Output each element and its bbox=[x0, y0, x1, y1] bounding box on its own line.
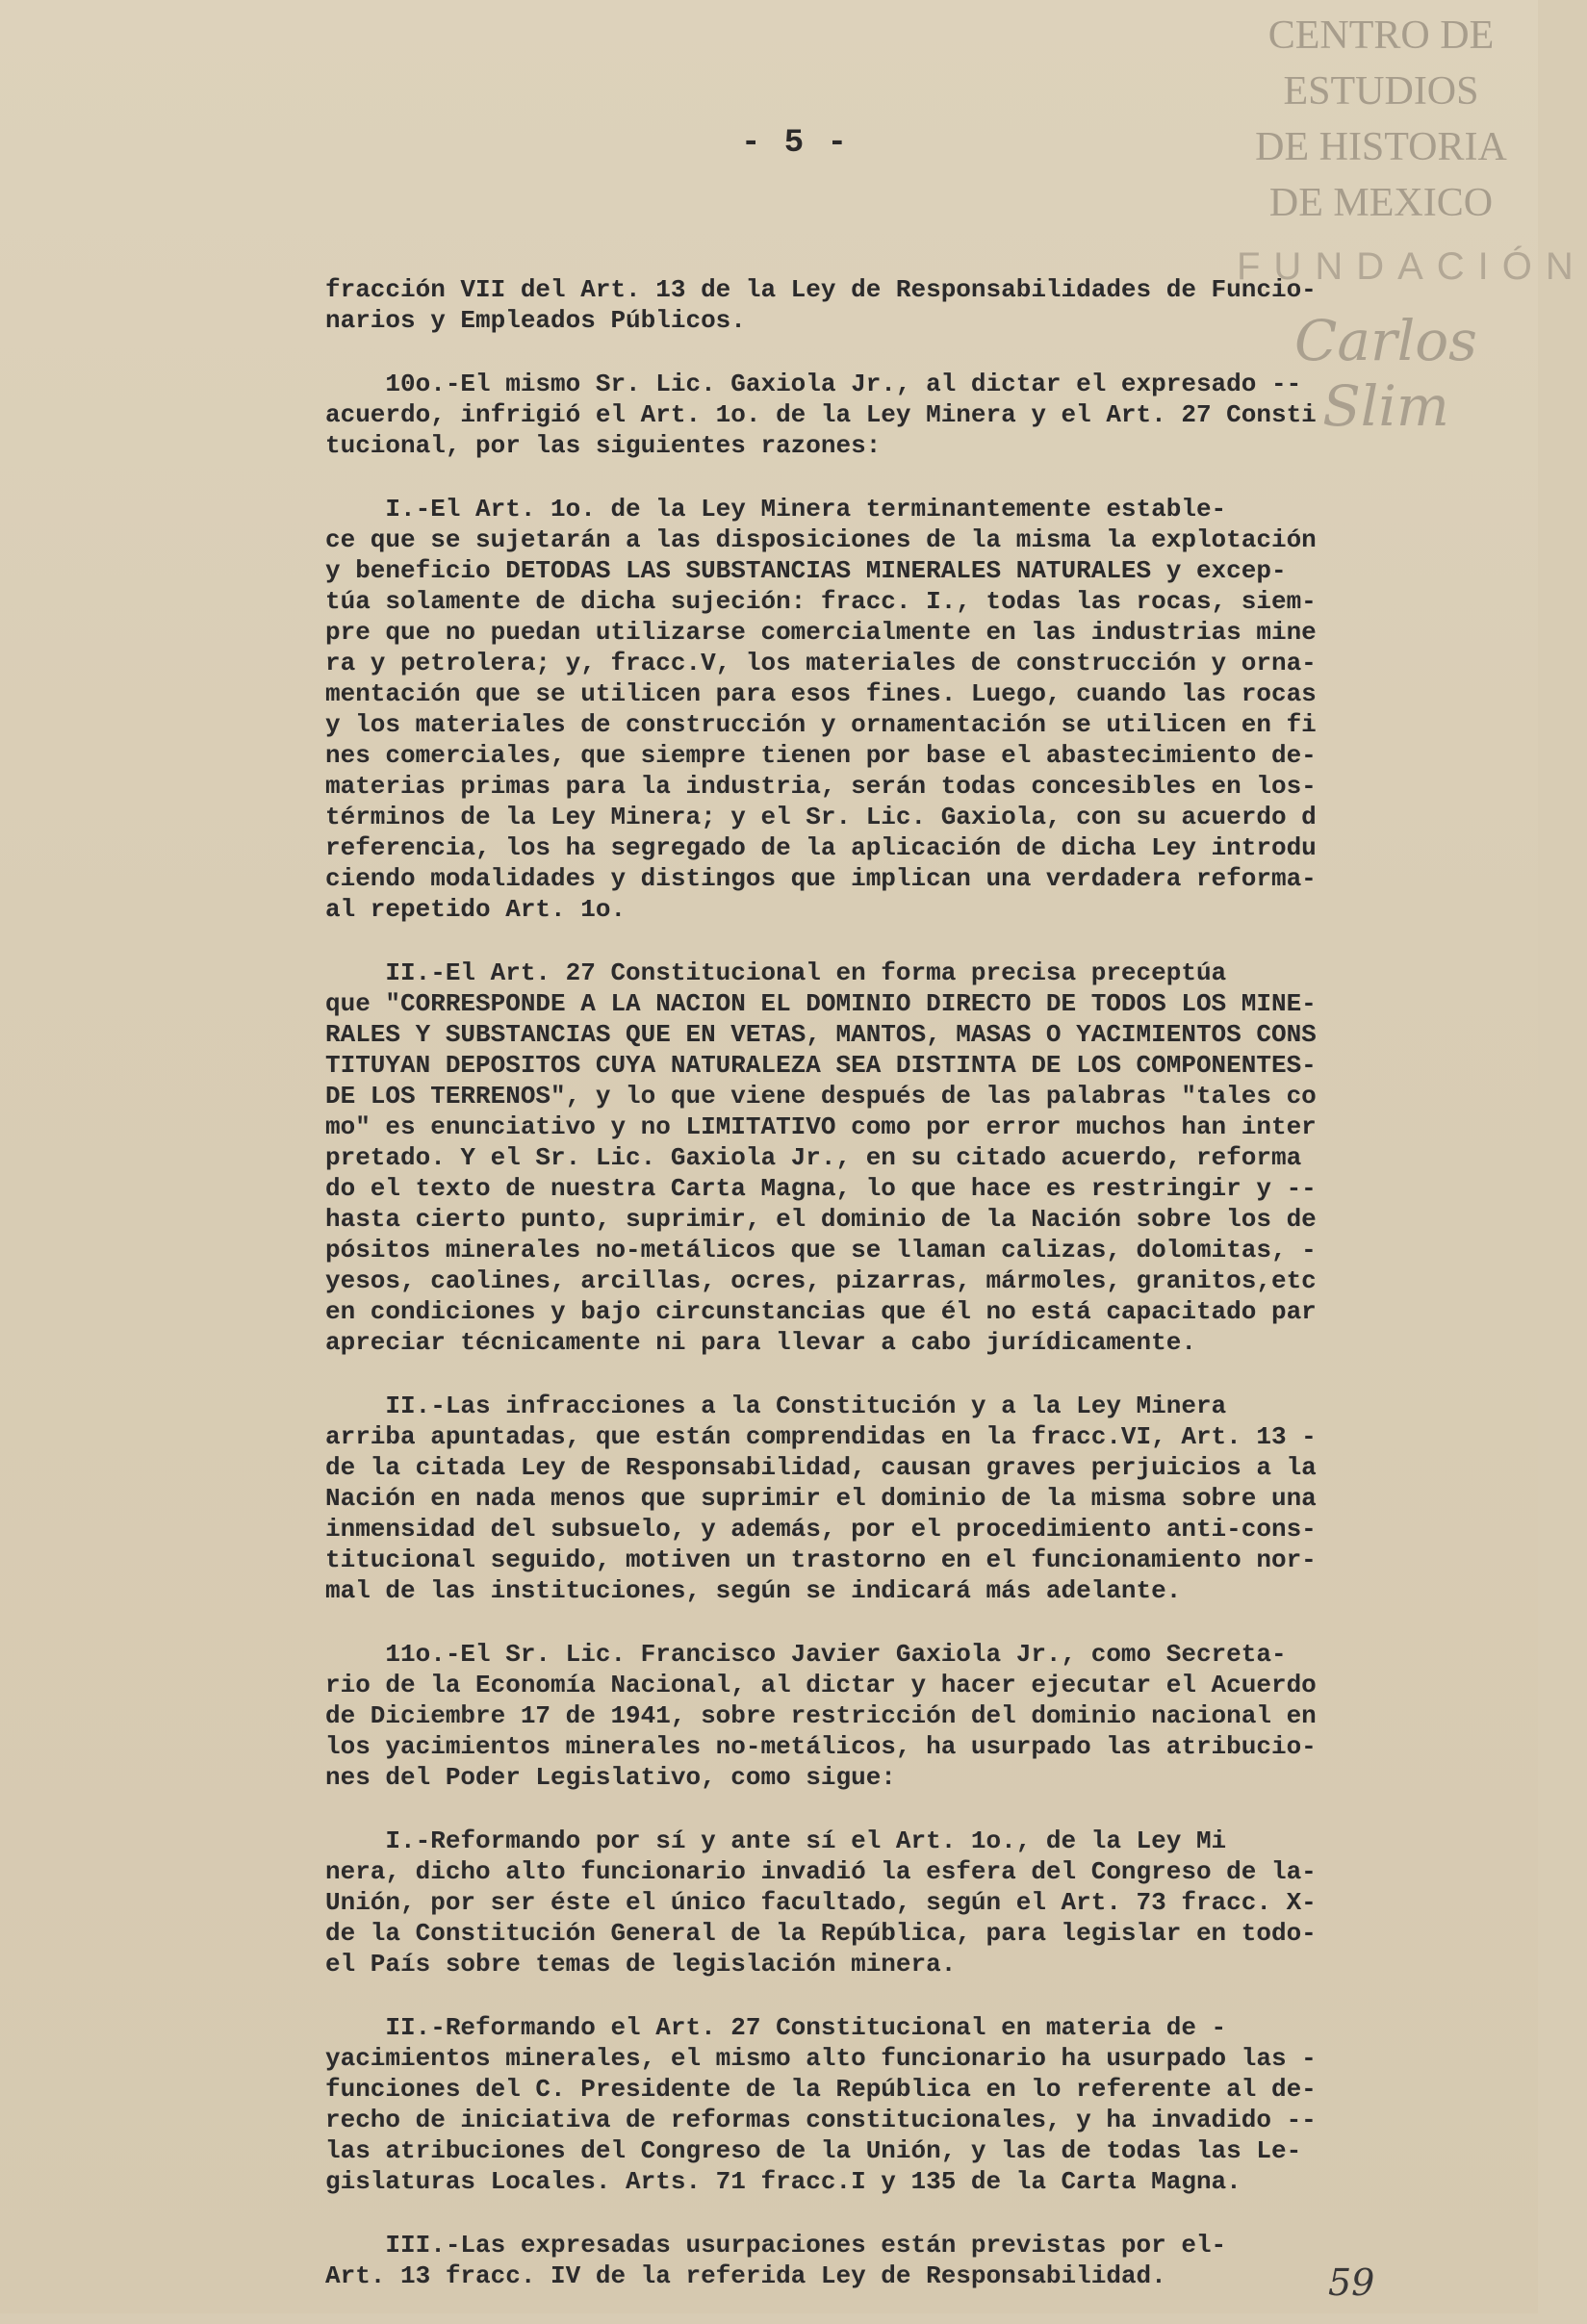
text-line: que "CORRESPONDE A LA NACION EL DOMINIO DIRECTO DE TODOS LOS MINE- bbox=[325, 989, 1317, 1018]
document-body bbox=[325, 274, 1540, 2324]
text-line: y beneficio DETODAS LAS SUBSTANCIAS MINERALES NATURALES y excep- bbox=[325, 556, 1287, 585]
paragraph bbox=[325, 1826, 1540, 1979]
watermark-line: ESTUDIOS bbox=[1283, 69, 1479, 114]
text-line: I.-Reformando por sí y ante sí el Art. 1o., de la Ley Mi bbox=[325, 1826, 1227, 1855]
text-line: mo" es enunciativo y no LIMITATIVO como por error muchos han inter bbox=[325, 1112, 1317, 1141]
text-line: de Diciembre 17 de 1941, sobre restricción del dominio nacional en bbox=[325, 1701, 1317, 1730]
text-line: 10o.-El mismo Sr. Lic. Gaxiola Jr., al dictar el expresado -- bbox=[325, 370, 1302, 398]
text-line: pre que no puedan utilizarse comercialmente en las industrias mine bbox=[325, 618, 1317, 647]
watermark-line: DE HISTORIA bbox=[1255, 125, 1507, 169]
text-line: y los materiales de construcción y ornamentación se utilicen en fi bbox=[325, 710, 1317, 739]
text-line: narios y Empleados Públicos. bbox=[325, 306, 746, 335]
text-line: Nación en nada menos que suprimir el dominio de la misma sobre una bbox=[325, 1484, 1317, 1513]
text-line: términos de la Ley Minera; y el Sr. Lic. Gaxiola, con su acuerdo d bbox=[325, 803, 1317, 831]
text-line: fracción VII del Art. 13 de la Ley de Responsabilidades de Funcio- bbox=[325, 275, 1317, 304]
text-line: DE LOS TERRENOS", y lo que viene después de las palabras "tales co bbox=[325, 1082, 1317, 1111]
text-line: nera, dicho alto funcionario invadió la esfera del Congreso de la- bbox=[325, 1857, 1317, 1886]
text-line: de la Constitución General de la República, para legislar en todo- bbox=[325, 1919, 1317, 1948]
text-line: las atribuciones del Congreso de la Unión, y las de todas las Le- bbox=[325, 2136, 1302, 2165]
paragraph bbox=[325, 2012, 1540, 2197]
watermark-line: CENTRO DE bbox=[1267, 13, 1495, 58]
text-line: yacimientos minerales, el mismo alto funcionario ha usurpado las - bbox=[325, 2044, 1317, 2073]
paragraph bbox=[325, 274, 1540, 336]
text-line: al repetido Art. 1o. bbox=[325, 895, 627, 924]
text-line: mentación que se utilicen para esos fines. Luego, cuando las rocas bbox=[325, 679, 1317, 708]
text-line: tucional, por las siguientes razones: bbox=[325, 431, 882, 460]
text-line: titucional seguido, motiven un trastorno en el funcionamiento nor- bbox=[325, 1545, 1317, 1574]
text-line: en condiciones y bajo circunstancias que él no está capacitado par bbox=[325, 1297, 1317, 1326]
text-line: referencia, los ha segregado de la aplicación de dicha Ley introdu bbox=[325, 833, 1317, 862]
text-line: arriba apuntadas, que están comprendidas en la fracc.VI, Art. 13 - bbox=[325, 1422, 1317, 1451]
text-line: 11o.-El Sr. Lic. Francisco Javier Gaxiola Jr., como Secreta- bbox=[325, 1640, 1287, 1669]
watermark-signature: Carlos Slim bbox=[1294, 308, 1477, 439]
watermark-foundation: FUNDACIÓN bbox=[1237, 245, 1587, 288]
text-line: el País sobre temas de legislación minera. bbox=[325, 1950, 957, 1979]
text-line: II.-Las infracciones a la Constitución y a la Ley Minera bbox=[325, 1392, 1227, 1420]
text-line: acuerdo, infrigió el Art. 1o. de la Ley Minera y el Art. 27 Consti bbox=[325, 400, 1317, 429]
paragraph bbox=[325, 958, 1540, 1358]
text-line: gislaturas Locales. Arts. 71 fracc.I y 135 de la Carta Magna. bbox=[325, 2167, 1241, 2196]
text-line: recho de iniciativa de reformas constitucionales, y ha invadido -- bbox=[325, 2106, 1317, 2134]
text-line: Art. 13 fracc. IV de la referida Ley de Responsabilidad. bbox=[325, 2261, 1166, 2290]
paragraph bbox=[325, 494, 1540, 925]
text-line: pretado. Y el Sr. Lic. Gaxiola Jr., en su citado acuerdo, reforma bbox=[325, 1143, 1302, 1172]
paragraph bbox=[325, 1639, 1540, 1793]
text-line: RALES Y SUBSTANCIAS QUE EN VETAS, MANTOS, MASAS O YACIMIENTOS CONS bbox=[325, 1020, 1317, 1049]
text-line: inmensidad del subsuelo, y además, por el procedimiento anti-cons- bbox=[325, 1515, 1317, 1544]
paragraph bbox=[325, 1391, 1540, 1606]
text-line: pósitos minerales no-metálicos que se llaman calizas, dolomitas, - bbox=[325, 1236, 1317, 1264]
text-line: de la citada Ley de Responsabilidad, causan graves perjuicios a la bbox=[325, 1453, 1317, 1482]
text-line: II.-El Art. 27 Constitucional en forma precisa preceptúa bbox=[325, 958, 1227, 987]
text-line: yesos, caolines, arcillas, ocres, pizarras, mármoles, granitos,etc bbox=[325, 1266, 1317, 1295]
text-line: apreciar técnicamente ni para llevar a cabo jurídicamente. bbox=[325, 1328, 1196, 1357]
text-line: nes comerciales, que siempre tienen por base el abastecimiento de- bbox=[325, 741, 1317, 770]
text-line: rio de la Economía Nacional, al dictar y hacer ejecutar el Acuerdo bbox=[325, 1671, 1317, 1699]
text-line: nes del Poder Legislativo, como sigue: bbox=[325, 1763, 896, 1792]
text-line: mal de las instituciones, según se indicará más adelante. bbox=[325, 1576, 1182, 1605]
text-line: hasta cierto punto, suprimir, el dominio de la Nación sobre los de bbox=[325, 1205, 1317, 1234]
text-line: Unión, por ser éste el único facultado, según el Art. 73 fracc. X- bbox=[325, 1888, 1317, 1917]
text-line: los yacimientos minerales no-metálicos, ha usurpado las atribucio- bbox=[325, 1732, 1317, 1761]
paragraph bbox=[325, 369, 1540, 461]
text-line: do el texto de nuestra Carta Magna, lo que hace es restringir y -- bbox=[325, 1174, 1317, 1203]
handwritten-initials: 59 bbox=[1328, 2261, 1375, 2304]
text-line: ce que se sujetarán a las disposiciones de la misma la explotación bbox=[325, 525, 1317, 554]
text-line: I.-El Art. 1o. de la Ley Minera terminantemente estable- bbox=[325, 495, 1227, 524]
archive-watermark bbox=[1232, 8, 1530, 231]
text-line: materias primas para la industria, serán todas concesibles en los- bbox=[325, 772, 1317, 801]
text-line: II.-Reformando el Art. 27 Constitucional en materia de - bbox=[325, 2013, 1227, 2042]
text-line: ra y petrolera; y, fracc.V, los materiales de construcción y orna- bbox=[325, 649, 1317, 677]
text-line: III.-Las expresadas usurpaciones están previstas por el- bbox=[325, 2231, 1227, 2260]
page-number: - 5 - bbox=[741, 125, 850, 162]
text-line: ciendo modalidades y distingos que implican una verdadera reforma- bbox=[325, 864, 1317, 893]
watermark-line: DE MEXICO bbox=[1268, 181, 1494, 225]
text-line: funciones del C. Presidente de la República en lo referente al de- bbox=[325, 2075, 1317, 2104]
text-line: TITUYAN DEPOSITOS CUYA NATURALEZA SEA DISTINTA DE LOS COMPONENTES- bbox=[325, 1051, 1317, 1080]
text-line: túa solamente de dicha sujeción: fracc. I., todas las rocas, siem- bbox=[325, 587, 1317, 616]
